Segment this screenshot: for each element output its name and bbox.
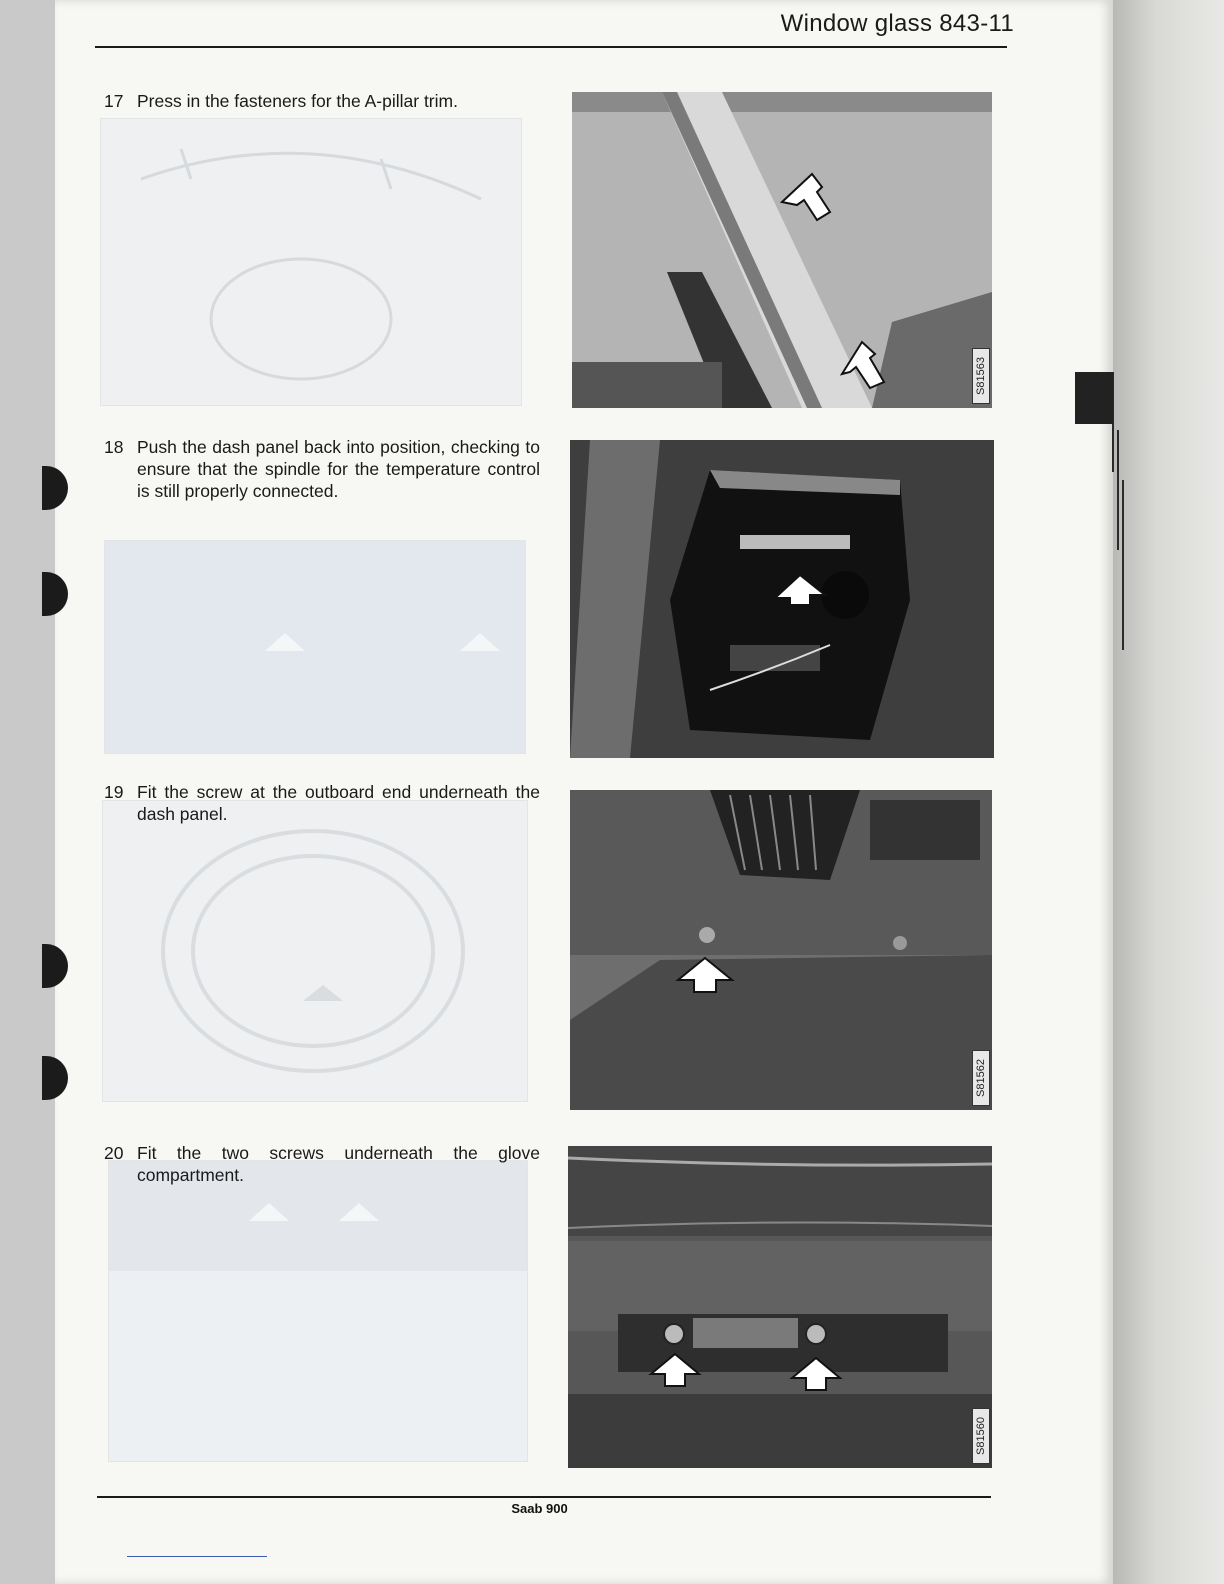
step-19 (104, 781, 540, 825)
photo-reference: S81563 (972, 348, 990, 404)
step-text: Push the dash panel back into position, checking to ensure that the spindle for the temperature control is still properly connected. (137, 437, 540, 501)
photo-outboard-screw (570, 790, 992, 1110)
page-edge-line (1122, 480, 1124, 650)
step-17 (104, 90, 540, 112)
photo-reference: S81560 (972, 1408, 990, 1464)
scan-artifact-line (127, 1556, 267, 1557)
footer-rule (97, 1496, 991, 1498)
step-number: 19 (104, 782, 124, 802)
ghost-illustration (104, 540, 526, 754)
page-edge-line (1117, 430, 1119, 550)
step-20 (104, 1142, 540, 1186)
header-rule (95, 46, 1007, 48)
step-18 (104, 436, 540, 502)
section-tab-marker (1075, 372, 1113, 424)
ghost-illustration (102, 800, 528, 1102)
photo-glove-compartment (568, 1146, 992, 1468)
step-text: Fit the two screws underneath the glove compartment. (137, 1143, 540, 1185)
photo-a-pillar (572, 92, 992, 408)
step-text: Fit the screw at the outboard end underneath the dash panel. (137, 782, 540, 824)
page-edge-stack (1113, 0, 1224, 1584)
footer-text: Saab 900 (511, 1501, 568, 1516)
photo-dash-panel (570, 440, 994, 758)
photo-reference: S81562 (972, 1050, 990, 1106)
page-title: Window glass 843-11 (780, 10, 1014, 37)
ghost-illustration (108, 1160, 528, 1462)
ghost-illustration (100, 118, 522, 406)
step-number: 18 (104, 437, 124, 457)
step-number: 20 (104, 1143, 124, 1163)
step-number: 17 (104, 91, 124, 111)
step-text: Press in the fasteners for the A-pillar trim. (137, 91, 458, 111)
